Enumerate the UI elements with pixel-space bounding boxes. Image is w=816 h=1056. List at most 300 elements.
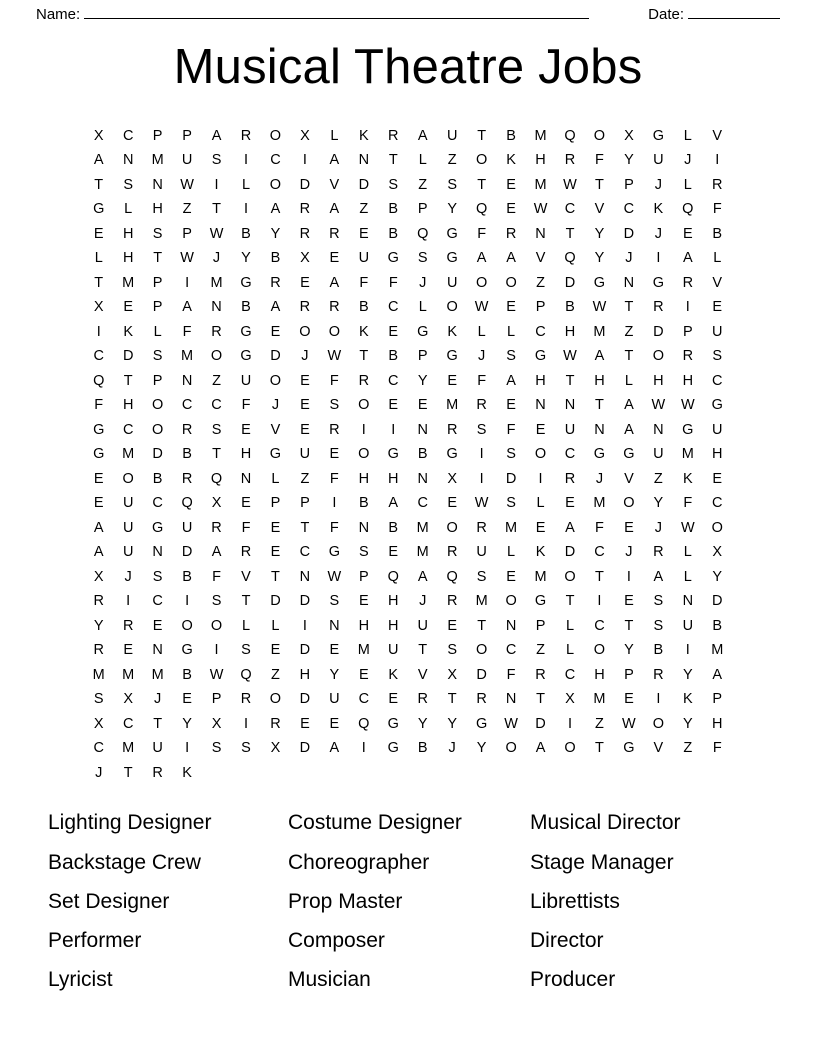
grid-cell: L	[94, 250, 103, 267]
grid-cell: B	[182, 568, 192, 585]
grid-cell: O	[475, 152, 488, 169]
grid-cell: T	[477, 617, 487, 634]
grid-cell: E	[447, 495, 458, 512]
grid-cell: D	[712, 593, 723, 610]
grid-cell: M	[446, 397, 459, 414]
grid-cell: D	[299, 593, 311, 610]
word-list-item: Prop Master	[288, 889, 403, 913]
grid-cell: O	[446, 519, 458, 536]
grid-cell: G	[417, 323, 429, 340]
grid-cell: J	[419, 274, 427, 291]
name-input-line[interactable]	[84, 7, 589, 19]
grid-cell: P	[682, 323, 693, 340]
word-list-item: Set Designer	[48, 889, 170, 913]
grid-cell: V	[535, 250, 546, 267]
grid-cell: P	[152, 274, 163, 291]
grid-cell: X	[300, 250, 310, 267]
grid-cell: S	[653, 617, 664, 634]
grid-cell: T	[94, 274, 104, 291]
grid-cell: W	[504, 715, 518, 732]
grid-cell: Y	[682, 666, 693, 683]
grid-cell: G	[387, 715, 399, 732]
grid-cell: F	[329, 519, 339, 536]
grid-cell: R	[211, 519, 222, 536]
grid-cell: P	[300, 495, 310, 512]
grid-cell: R	[712, 176, 723, 193]
grid-cell: S	[123, 176, 134, 193]
grid-cell: N	[505, 617, 517, 634]
grid-cell: E	[506, 201, 516, 218]
grid-cell: T	[595, 397, 604, 414]
grid-cell: Q	[181, 495, 193, 512]
grid-cell: W	[180, 250, 194, 267]
grid-cell: Q	[564, 250, 576, 267]
grid-cell: S	[211, 421, 222, 438]
grid-cell: S	[506, 446, 516, 463]
grid-cell: K	[358, 127, 369, 144]
grid-cell: T	[595, 176, 604, 193]
grid-cell: B	[388, 348, 399, 365]
grid-cell: I	[243, 715, 248, 732]
grid-cell: S	[417, 250, 428, 267]
grid-cell: M	[534, 176, 547, 193]
grid-cell: B	[358, 495, 369, 512]
grid-cell: C	[93, 348, 104, 365]
grid-cell: G	[240, 323, 252, 340]
grid-cell: B	[565, 299, 575, 316]
grid-cell: G	[93, 446, 105, 463]
grid-cell: W	[680, 519, 695, 536]
grid-cell: U	[388, 642, 399, 659]
grid-cell: C	[122, 715, 134, 732]
grid-cell: X	[123, 691, 134, 708]
grid-cell: K	[388, 666, 399, 683]
grid-cell: A	[270, 299, 281, 316]
grid-cell: S	[506, 495, 516, 512]
grid-cell: U	[564, 421, 576, 438]
grid-cell: W	[651, 397, 666, 414]
grid-cell: K	[682, 691, 693, 708]
grid-cell: J	[95, 764, 103, 781]
grid-cell: M	[122, 274, 135, 291]
grid-cell: R	[240, 127, 252, 144]
grid-cell: A	[535, 740, 546, 757]
grid-cell: E	[300, 274, 310, 291]
grid-cell: Y	[241, 250, 251, 267]
grid-cell: D	[476, 666, 487, 683]
grid-cell: X	[211, 715, 222, 732]
grid-cell: I	[626, 568, 631, 585]
grid-cell: G	[446, 348, 458, 365]
grid-cell: L	[330, 127, 339, 144]
grid-cell: T	[565, 225, 575, 242]
grid-cell: N	[211, 299, 222, 316]
grid-cell: C	[299, 544, 311, 561]
grid-cell: I	[214, 642, 219, 659]
grid-cell: P	[624, 666, 634, 683]
grid-cell: M	[475, 593, 488, 610]
grid-cell: G	[446, 250, 458, 267]
grid-cell: P	[270, 495, 281, 512]
grid-cell: O	[358, 446, 370, 463]
grid-cell: G	[240, 348, 252, 365]
word-list-item: Musical Director	[530, 811, 681, 835]
grid-cell: S	[447, 642, 458, 659]
grid-cell: N	[653, 421, 664, 438]
grid-cell: K	[535, 544, 546, 561]
grid-cell: A	[417, 568, 428, 585]
grid-cell: O	[446, 299, 458, 316]
grid-cell: O	[181, 617, 193, 634]
grid-cell: L	[536, 495, 545, 512]
grid-cell: U	[682, 617, 694, 634]
page-title: Musical Theatre Jobs	[173, 40, 643, 94]
grid-cell: X	[447, 470, 458, 487]
grid-cell: E	[270, 519, 281, 536]
grid-cell: L	[565, 617, 575, 634]
grid-cell: D	[564, 544, 576, 561]
word-list-item: Costume Designer	[288, 811, 462, 835]
grid-cell: T	[388, 152, 398, 169]
grid-cell: I	[479, 470, 484, 487]
grid-cell: Y	[93, 617, 104, 634]
grid-cell: M	[593, 495, 606, 512]
grid-cell: N	[152, 544, 163, 561]
grid-cell: R	[682, 348, 694, 365]
grid-cell: P	[417, 348, 428, 365]
grid-cell: C	[388, 372, 399, 389]
grid-cell: H	[594, 666, 605, 683]
grid-cell: R	[446, 421, 458, 438]
grid-cell: E	[682, 225, 693, 242]
grid-cell: G	[534, 593, 547, 610]
grid-cell: N	[181, 372, 193, 389]
grid-cell: Y	[329, 666, 340, 683]
grid-cell: N	[564, 397, 576, 414]
grid-cell: M	[711, 642, 724, 659]
grid-cell: O	[711, 519, 723, 536]
name-label: Name:	[36, 6, 81, 23]
grid-cell: D	[122, 348, 134, 365]
grid-cell: A	[653, 568, 664, 585]
grid-cell: Z	[212, 372, 221, 389]
grid-cell: R	[358, 372, 370, 389]
word-search-grid	[84, 129, 732, 781]
grid-cell: F	[595, 519, 604, 536]
grid-cell: H	[388, 470, 399, 487]
grid-cell: Y	[476, 740, 487, 757]
grid-cell: X	[624, 127, 634, 144]
grid-cell: E	[93, 225, 104, 242]
grid-cell: R	[299, 299, 311, 316]
grid-cell: N	[152, 176, 163, 193]
grid-cell: N	[623, 274, 635, 291]
grid-cell: D	[299, 176, 311, 193]
grid-cell: Z	[418, 176, 428, 193]
grid-cell: M	[122, 446, 135, 463]
grid-cell: J	[478, 348, 486, 365]
grid-cell: F	[712, 201, 722, 218]
grid-cell: C	[358, 691, 370, 708]
grid-cell: A	[682, 250, 693, 267]
grid-cell: C	[122, 127, 134, 144]
grid-cell: L	[241, 176, 251, 193]
grid-cell: Y	[447, 715, 458, 732]
grid-cell: Y	[624, 152, 634, 169]
grid-cell: I	[185, 274, 190, 291]
grid-cell: Q	[446, 568, 458, 585]
grid-cell: U	[358, 250, 370, 267]
grid-cell: M	[122, 666, 135, 683]
grid-cell: C	[211, 397, 222, 414]
grid-cell: U	[446, 274, 458, 291]
grid-cell: T	[123, 372, 133, 389]
grid-cell: W	[474, 495, 489, 512]
grid-cell: A	[476, 250, 487, 267]
grid-cell: U	[476, 544, 487, 561]
grid-cell: W	[533, 201, 548, 218]
grid-cell: C	[122, 421, 134, 438]
grid-cell: C	[594, 544, 605, 561]
grid-cell: Z	[595, 715, 604, 732]
grid-cell: E	[329, 250, 340, 267]
grid-cell: R	[653, 544, 664, 561]
grid-cell: P	[152, 299, 163, 316]
grid-cell: I	[243, 152, 248, 169]
grid-cell: P	[182, 127, 192, 144]
grid-cell: A	[211, 127, 222, 144]
grid-cell: A	[211, 544, 222, 561]
grid-cell: C	[388, 299, 399, 316]
grid-cell: E	[329, 715, 340, 732]
grid-cell: L	[683, 544, 692, 561]
grid-cell: G	[387, 250, 399, 267]
grid-cell: I	[685, 299, 690, 316]
grid-cell: T	[418, 642, 428, 659]
grid-cell: I	[96, 323, 101, 340]
grid-cell: Q	[682, 201, 694, 218]
grid-cell: D	[152, 446, 163, 463]
grid-cell: R	[270, 274, 281, 291]
grid-cell: Y	[594, 250, 605, 267]
grid-cell: O	[564, 568, 576, 585]
grid-cell: E	[712, 470, 723, 487]
grid-cell: K	[682, 470, 693, 487]
grid-cell: F	[388, 274, 398, 291]
grid-cell: C	[623, 201, 635, 218]
word-list-item: Backstage Crew	[48, 850, 201, 874]
grid-cell: R	[446, 593, 458, 610]
grid-cell: I	[656, 691, 661, 708]
grid-cell: V	[594, 201, 605, 218]
date-input-line[interactable]	[688, 7, 780, 19]
grid-cell: E	[417, 397, 428, 414]
grid-cell: E	[388, 691, 399, 708]
grid-cell: D	[535, 715, 546, 732]
grid-cell: Z	[536, 274, 545, 291]
grid-cell: R	[505, 225, 517, 242]
grid-cell: I	[479, 446, 484, 463]
grid-cell: O	[210, 348, 223, 365]
grid-cell: S	[329, 593, 340, 610]
grid-cell: B	[270, 250, 281, 267]
grid-cell: Q	[475, 201, 488, 218]
grid-cell: K	[123, 323, 134, 340]
grid-cell: R	[388, 127, 399, 144]
grid-cell: H	[712, 446, 723, 463]
grid-cell: B	[152, 470, 163, 487]
grid-cell: T	[624, 617, 634, 634]
grid-cell: Y	[624, 642, 634, 659]
grid-cell: N	[535, 397, 546, 414]
grid-cell: M	[151, 152, 164, 169]
grid-cell: H	[122, 397, 134, 414]
grid-cell: I	[185, 740, 190, 757]
grid-cell: E	[535, 421, 546, 438]
grid-cell: P	[535, 299, 546, 316]
grid-cell: L	[477, 323, 486, 340]
grid-cell: U	[240, 372, 252, 389]
grid-cell: A	[93, 152, 104, 169]
worksheet-header	[36, 0, 780, 23]
grid-cell: H	[358, 617, 370, 634]
grid-cell: I	[361, 421, 366, 438]
grid-cell: A	[93, 544, 104, 561]
word-list	[48, 810, 768, 993]
grid-cell: U	[329, 691, 340, 708]
grid-cell: G	[151, 519, 164, 536]
grid-cell: E	[712, 299, 723, 316]
grid-cell: Q	[417, 225, 429, 242]
grid-cell: E	[300, 397, 310, 414]
grid-cell: R	[476, 691, 487, 708]
grid-cell: F	[94, 397, 104, 414]
grid-cell: L	[241, 617, 251, 634]
grid-cell: D	[299, 740, 311, 757]
grid-cell: R	[682, 274, 694, 291]
grid-cell: J	[625, 250, 633, 267]
grid-cell: T	[212, 446, 221, 463]
grid-cell: G	[475, 715, 488, 732]
grid-cell: O	[593, 642, 606, 659]
grid-cell: N	[682, 593, 694, 610]
grid-cell: B	[712, 617, 723, 634]
grid-cell: T	[447, 691, 457, 708]
grid-cell: L	[683, 127, 692, 144]
grid-cell: L	[124, 201, 133, 218]
grid-cell: W	[563, 348, 577, 365]
grid-cell: W	[327, 568, 342, 585]
grid-cell: T	[595, 568, 604, 585]
grid-cell: F	[712, 740, 722, 757]
grid-cell: J	[154, 691, 162, 708]
grid-cell: M	[92, 666, 105, 683]
grid-cell: A	[329, 152, 340, 169]
grid-cell: K	[653, 201, 664, 218]
grid-cell: G	[181, 642, 193, 659]
grid-cell: B	[182, 446, 192, 463]
grid-cell: H	[594, 372, 605, 389]
grid-cell: E	[565, 495, 575, 512]
grid-cell: E	[388, 397, 399, 414]
grid-cell: F	[241, 397, 251, 414]
grid-cell: F	[329, 470, 339, 487]
grid-cell: I	[361, 740, 366, 757]
grid-cell: Z	[359, 201, 369, 218]
grid-cell: I	[597, 593, 602, 610]
date-field-group	[638, 6, 780, 23]
grid-cell: H	[240, 446, 252, 463]
grid-cell: I	[656, 250, 661, 267]
grid-cell: B	[417, 740, 428, 757]
grid-cell: L	[507, 544, 516, 561]
grid-cell: G	[387, 740, 399, 757]
grid-cell: V	[712, 274, 723, 291]
grid-cell: V	[329, 176, 340, 193]
grid-cell: J	[654, 519, 662, 536]
grid-cell: N	[358, 519, 370, 536]
grid-cell: N	[417, 470, 428, 487]
grid-cell: G	[446, 225, 458, 242]
grid-cell: O	[269, 127, 282, 144]
grid-cell: Z	[447, 152, 457, 169]
grid-cell: O	[151, 421, 164, 438]
grid-cell: Q	[240, 666, 252, 683]
grid-cell: X	[565, 691, 575, 708]
grid-cell: B	[388, 519, 399, 536]
grid-cell: G	[93, 421, 105, 438]
grid-cell: W	[180, 176, 194, 193]
grid-cell: D	[299, 691, 311, 708]
grid-cell: Y	[182, 715, 192, 732]
grid-cell: Y	[447, 201, 458, 218]
grid-cell: Z	[653, 470, 663, 487]
grid-cell: P	[358, 568, 369, 585]
grid-cell: E	[270, 642, 281, 659]
grid-cell: H	[535, 152, 546, 169]
grid-cell: F	[241, 519, 251, 536]
grid-cell: V	[624, 470, 634, 487]
grid-cell: S	[241, 642, 251, 659]
grid-cell: A	[329, 740, 340, 757]
grid-cell: X	[93, 715, 104, 732]
grid-cell: L	[683, 568, 692, 585]
grid-cell: P	[712, 691, 723, 708]
grid-cell: Q	[564, 127, 576, 144]
grid-cell: E	[624, 519, 634, 536]
grid-cell: W	[680, 397, 695, 414]
grid-cell: W	[209, 225, 224, 242]
grid-cell: R	[240, 691, 252, 708]
grid-cell: C	[535, 323, 546, 340]
grid-cell: C	[270, 152, 281, 169]
word-list-item: Librettists	[530, 889, 620, 913]
grid-cell: E	[535, 519, 546, 536]
grid-cell: G	[328, 544, 340, 561]
word-list-item: Lyricist	[48, 968, 113, 992]
grid-cell: O	[623, 495, 635, 512]
grid-cell: C	[417, 495, 428, 512]
grid-cell: X	[300, 127, 310, 144]
grid-cell: O	[652, 348, 664, 365]
grid-cell: S	[506, 348, 516, 365]
grid-cell: U	[712, 323, 723, 340]
grid-cell: Y	[712, 568, 723, 585]
grid-cell: F	[329, 372, 339, 389]
grid-cell: E	[447, 372, 458, 389]
grid-cell: O	[269, 691, 282, 708]
grid-cell: B	[388, 201, 399, 218]
